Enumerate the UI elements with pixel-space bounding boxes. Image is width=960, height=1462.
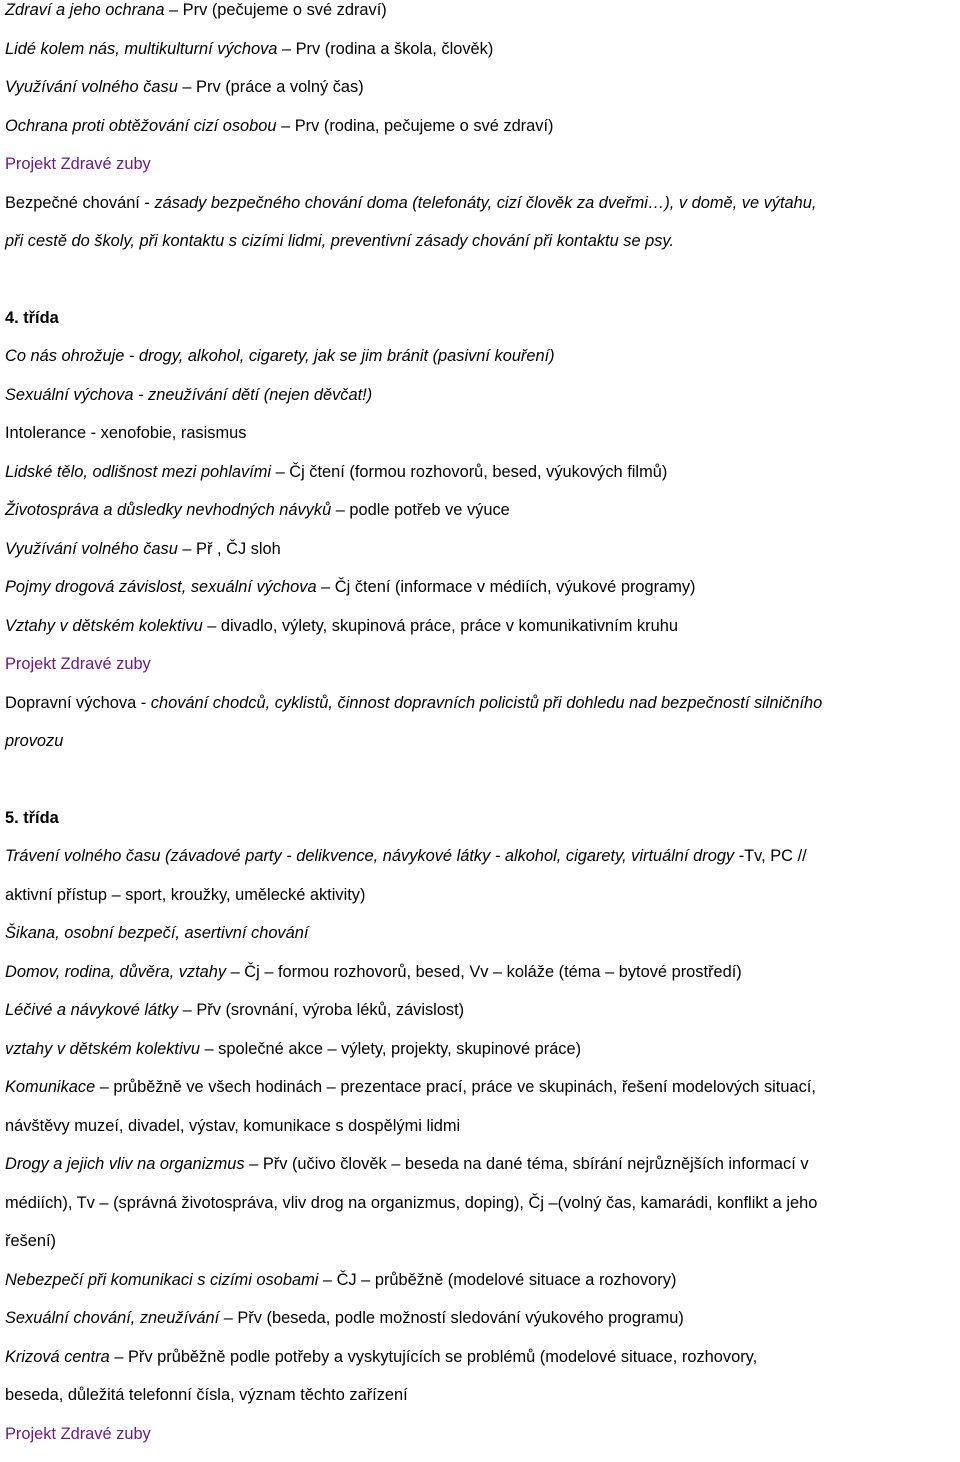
text-line — [5, 385, 957, 424]
description: provozu — [5, 732, 63, 750]
text-line — [5, 193, 957, 232]
topic: Nebezpečí při komunikaci s cizími osobami — [5, 1271, 318, 1289]
text-line — [5, 1077, 957, 1116]
topic: Vztahy v dětském kolektivu — [5, 617, 203, 635]
topic: Bezpečné chování - — [5, 194, 154, 212]
topic: Šikana, osobní bezpečí, asertivní chování — [5, 924, 308, 942]
description: aktivní přístup – sport, kroužky, umělecké aktivity) — [5, 886, 365, 904]
text-line — [5, 1231, 957, 1270]
subject: – Čj čtení (informace v médiích, výukové programy) — [317, 578, 696, 596]
description: médiích), Tv – (správná životospráva, vliv drog na organizmus, doping), Čj –(volný čas, kamarádi, konflikt a jeho — [5, 1194, 817, 1212]
subject: – Prv (rodina a škola, člověk) — [277, 40, 493, 58]
project-label: Projekt Zdravé zuby — [5, 655, 151, 673]
text-line — [5, 962, 957, 1001]
text-line — [5, 423, 957, 462]
subject: – Čj čtení (formou rozhovorů, besed, výukových filmů) — [271, 463, 667, 481]
text-line — [5, 1039, 957, 1078]
text-line — [5, 577, 957, 616]
description: beseda, důležitá telefonní čísla, význam těchto zařízení — [5, 1386, 408, 1404]
project-label: Projekt Zdravé zuby — [5, 1425, 151, 1443]
section-heading — [5, 808, 957, 847]
subject: – divadlo, výlety, skupinová práce, práce v komunikativním kruhu — [203, 617, 678, 635]
description: řešení) — [5, 1232, 56, 1250]
text-line — [5, 1000, 957, 1039]
project-line — [5, 1424, 957, 1462]
subject: – Prv (rodina, pečujeme o své zdraví) — [277, 117, 554, 135]
topic: vztahy v dětském kolektivu — [5, 1040, 200, 1058]
text-line — [5, 116, 957, 155]
text-line — [5, 539, 957, 578]
description: návštěvy muzeí, divadel, výstav, komunikace s dospělými lidmi — [5, 1117, 460, 1135]
topic: Domov, rodina, důvěra, vztahy — [5, 963, 226, 981]
subject: – Přv (srovnání, výroba léků, závislost) — [178, 1001, 464, 1019]
text-line — [5, 462, 957, 501]
topic: Pojmy drogová závislost, sexuální výchova — [5, 578, 317, 596]
project-line — [5, 654, 957, 693]
topic: Ochrana proti obtěžování cizí osobou — [5, 117, 277, 135]
section-heading — [5, 308, 957, 347]
subject: – Prv (pečujeme o své zdraví) — [164, 1, 386, 19]
subject: – průběžně ve všech hodinách – prezentace prací, práce ve skupinách, řešení modelových situací, — [95, 1078, 816, 1096]
text-line — [5, 1116, 957, 1155]
topic: Sexuální chování, zneužívání — [5, 1309, 219, 1327]
topic: Využívání volného času — [5, 540, 178, 558]
grade-heading: 4. třída — [5, 309, 59, 327]
project-line — [5, 154, 957, 193]
topic: Komunikace — [5, 1078, 95, 1096]
text-line — [5, 500, 957, 539]
topic: Životospráva a důsledky nevhodných návyků — [5, 501, 331, 519]
text-line — [5, 616, 957, 655]
text-line — [5, 885, 957, 924]
text-line — [5, 1154, 957, 1193]
topic: Léčivé a návykové látky — [5, 1001, 178, 1019]
text-line — [5, 1308, 957, 1347]
description: chování chodců, cyklistů, činnost dopravních policistů při dohledu nad bezpečností silničního — [151, 694, 823, 712]
topic: Trávení volného času (závadové party - delikvence, návykové látky - alkohol, cigarety, virtuální drogy — [5, 847, 734, 865]
grade-heading: 5. třída — [5, 809, 59, 827]
text-line — [5, 923, 957, 962]
text-line — [5, 1193, 957, 1232]
subject: – Čj – formou rozhovorů, besed, Vv – koláže (téma – bytové prostředí) — [226, 963, 742, 981]
subject: – podle potřeb ve výuce — [331, 501, 510, 519]
subject: – Prv (práce a volný čas) — [178, 78, 364, 96]
topic: Dopravní výchova - — [5, 694, 151, 712]
project-label: Projekt Zdravé zuby — [5, 155, 151, 173]
text-line — [5, 1270, 957, 1309]
subject: – společné akce – výlety, projekty, skupinové práce) — [200, 1040, 581, 1058]
topic: Využívání volného času — [5, 78, 178, 96]
text-line — [5, 231, 957, 270]
subject: – Přv (učivo člověk – beseda na dané téma, sbírání nejrůznějších informací v — [245, 1155, 809, 1173]
subject: – Př , ČJ sloh — [178, 540, 281, 558]
text-line — [5, 731, 957, 770]
text-line — [5, 39, 957, 78]
subject: – Přv (beseda, podle možností sledování výukového programu) — [219, 1309, 684, 1327]
text-line — [5, 0, 957, 39]
topic: Lidské tělo, odlišnost mezi pohlavími — [5, 463, 271, 481]
text-line — [5, 77, 957, 116]
topic: Krizová centra — [5, 1348, 110, 1366]
text-line — [5, 846, 957, 885]
topic: Drogy a jejich vliv na organizmus — [5, 1155, 245, 1173]
subject: – ČJ – průběžně (modelové situace a rozhovory) — [318, 1271, 676, 1289]
text-line — [5, 1385, 957, 1424]
topic: Intolerance - xenofobie, rasismus — [5, 424, 246, 442]
document-page — [5, 0, 957, 1462]
topic: Zdraví a jeho ochrana — [5, 1, 164, 19]
topic: Sexuální výchova - zneužívání dětí (nejen děvčat!) — [5, 386, 372, 404]
topic: Lidé kolem nás, multikulturní výchova — [5, 40, 277, 58]
subject: – Přv průběžně podle potřeby a vyskytujících se problémů (modelové situace, rozhovory, — [110, 1348, 757, 1366]
description: při cestě do školy, při kontaktu s cizími lidmi, preventivní zásady chování při kontaktu se psy. — [5, 232, 674, 250]
text-line — [5, 1347, 957, 1386]
text-line — [5, 693, 957, 732]
topic: Co nás ohrožuje - drogy, alkohol, cigarety, jak se jim bránit (pasivní kouření) — [5, 347, 555, 365]
description: zásady bezpečného chování doma (telefonáty, cizí člověk za dveřmi…), v domě, ve výtahu, — [154, 194, 816, 212]
subject: -Tv, PC // — [734, 847, 807, 865]
text-line — [5, 346, 957, 385]
